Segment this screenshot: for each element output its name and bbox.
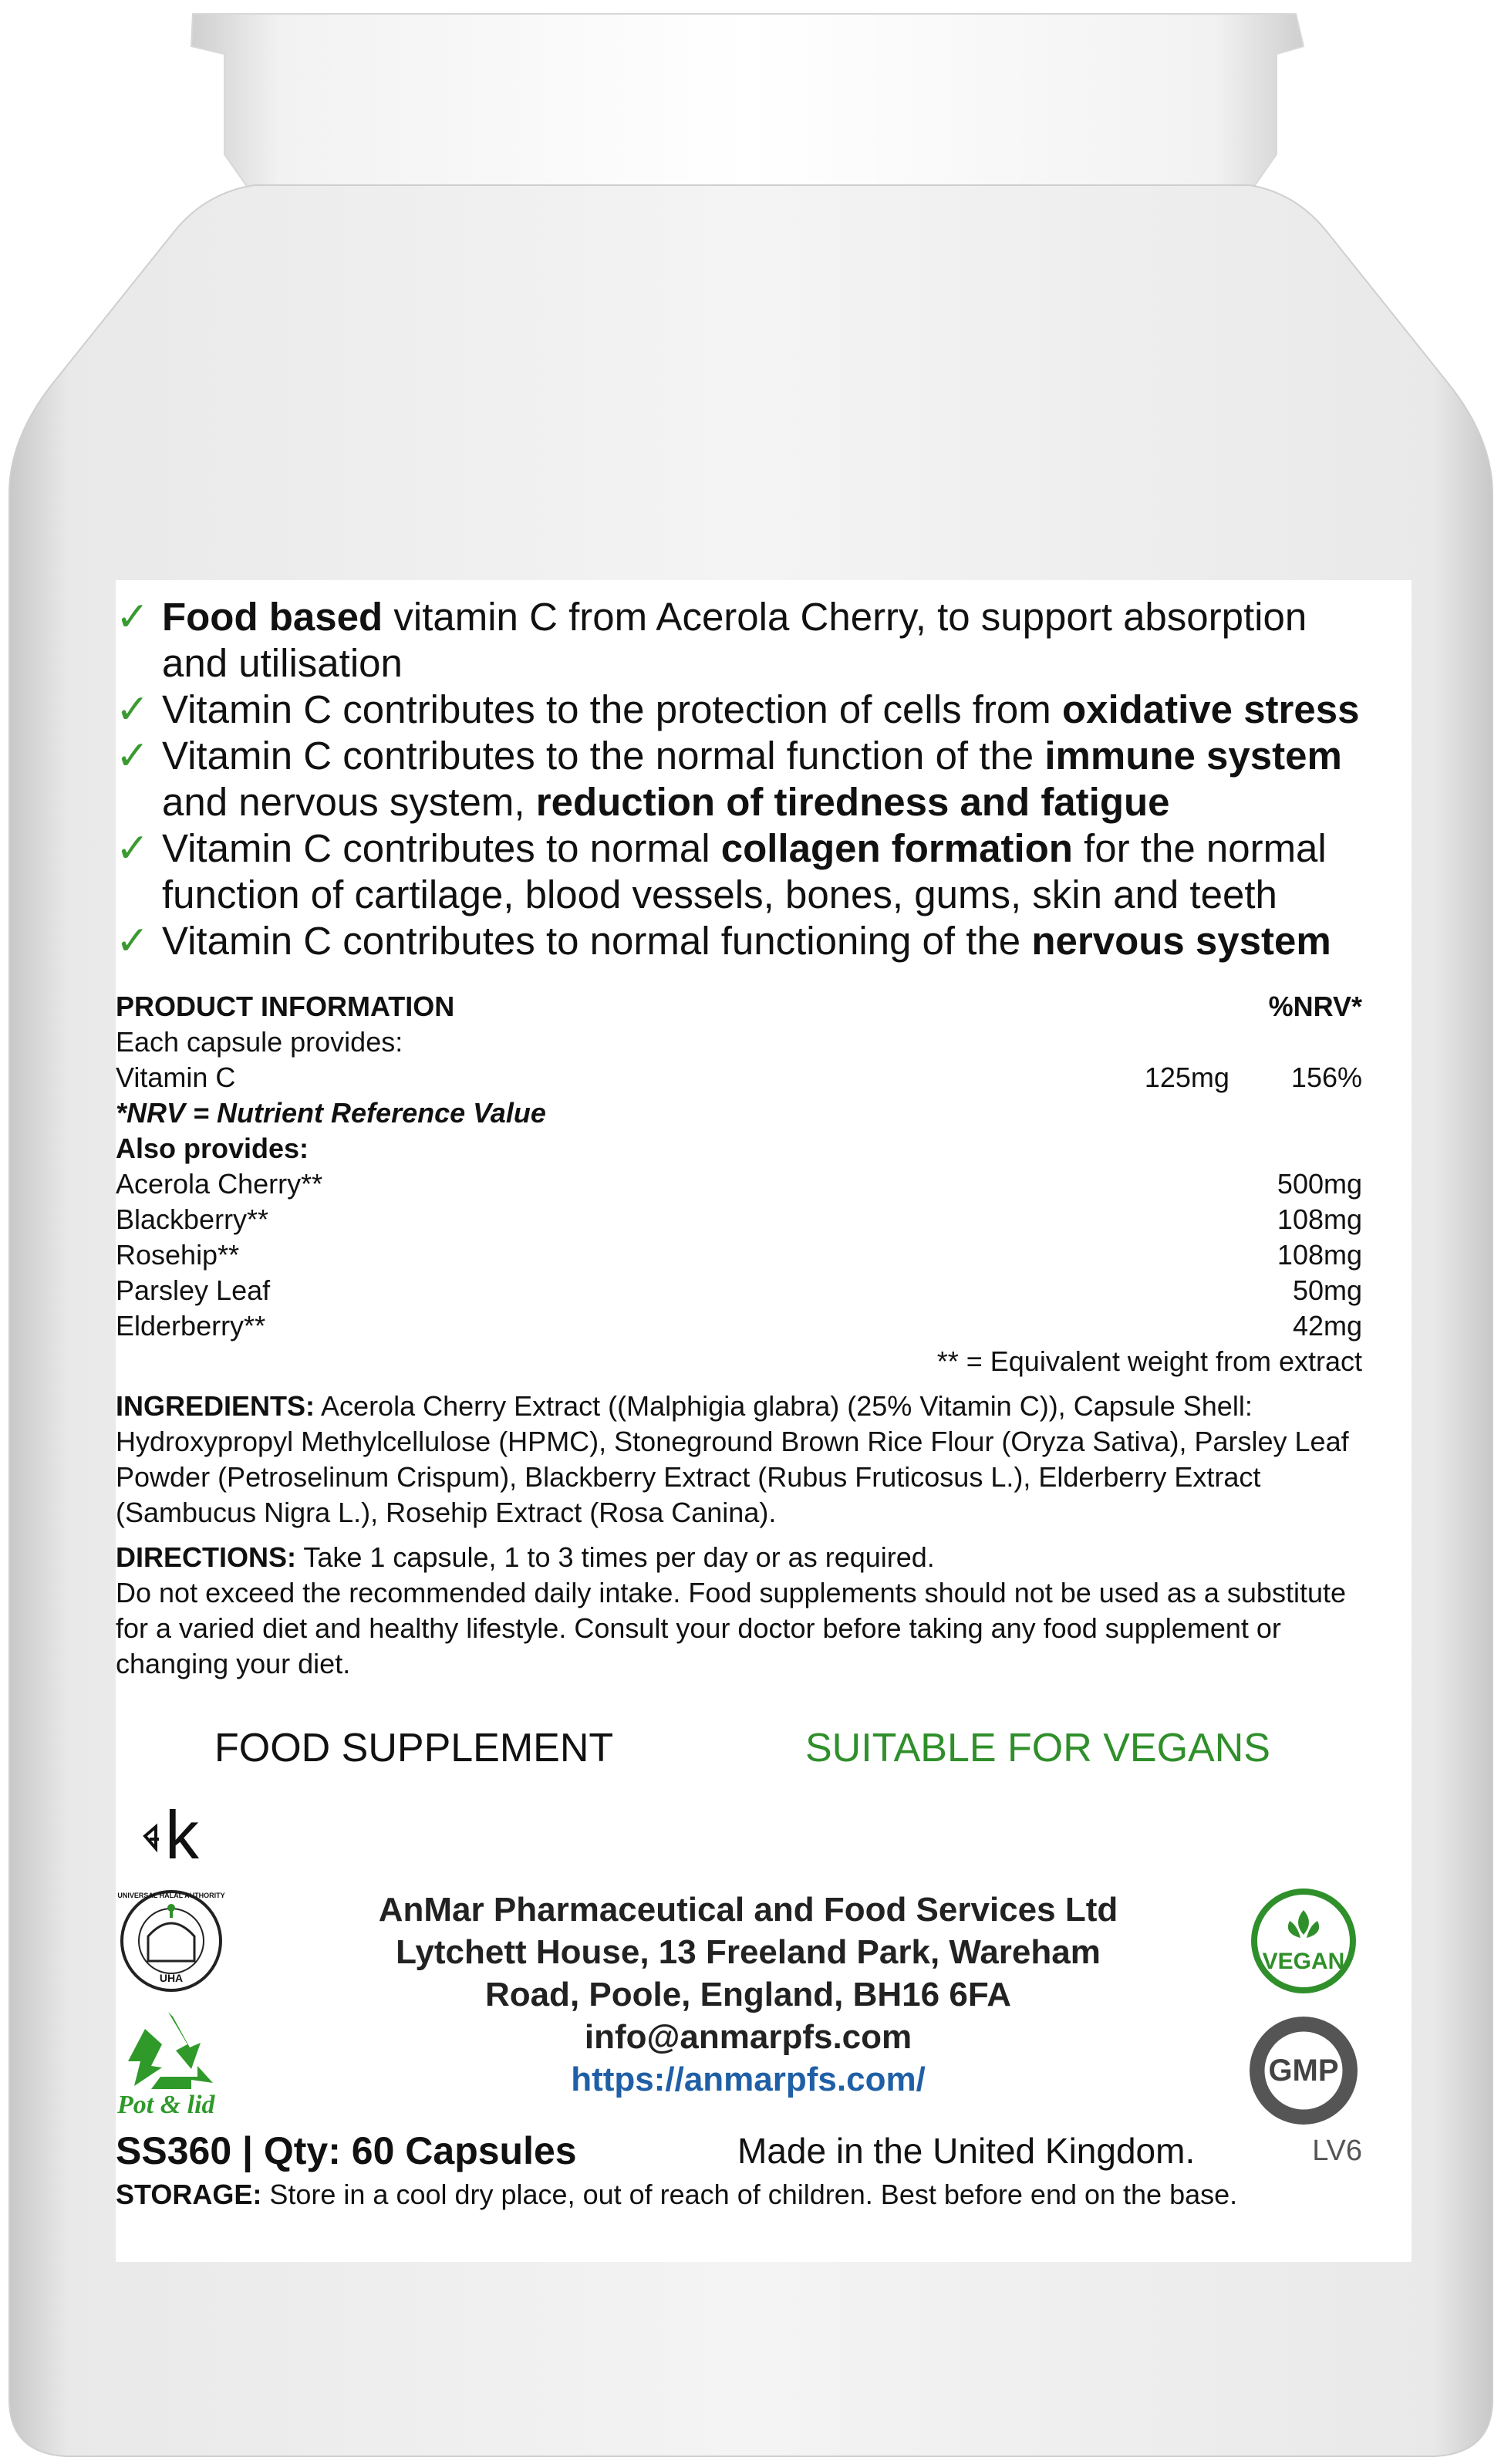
nrv-heading: %NRV* — [1268, 991, 1362, 1022]
extra-name: Parsley Leaf — [116, 1274, 271, 1306]
halal-text: UNIVERSAL HALAL AUTHORITY — [117, 1892, 225, 1899]
nrv-note: *NRV = Nutrient Reference Value — [116, 1097, 546, 1129]
benefit-item — [116, 918, 1381, 964]
food-supplement-text: FOOD SUPPLEMENT — [214, 1726, 614, 1770]
extra-name: Rosehip** — [116, 1239, 240, 1271]
extra-amount: 50mg — [1292, 1274, 1362, 1306]
benefit-text: Vitamin C contributes to the normal function of the — [162, 734, 1045, 778]
ingredients-paragraph — [116, 1389, 1362, 1531]
extra-row — [116, 1273, 1362, 1308]
kosher-k-icon — [139, 1797, 208, 1875]
halal-abbr: UHA — [159, 1972, 184, 1984]
extra-name: Acerola Cherry** — [116, 1168, 323, 1200]
gmp-text: GMP — [1268, 2054, 1339, 2088]
vegan-badge — [1250, 1887, 1358, 1995]
company-address-line: Road, Poole, England, BH16 6FA — [484, 1976, 1012, 2013]
equivalent-note: ** = Equivalent weight from extract — [936, 1345, 1362, 1377]
benefit-text: Vitamin C contributes to the protection of cells from — [162, 687, 1062, 731]
k-mark-text: k — [165, 1797, 199, 1873]
extra-amount: 108mg — [1277, 1203, 1362, 1235]
benefit-item — [116, 733, 1381, 825]
extra-amount: 42mg — [1292, 1310, 1362, 1342]
benefit-text: Vitamin C contributes to normal functioning of the — [162, 919, 1032, 963]
info-header-row — [116, 989, 1362, 1024]
directions-paragraph — [116, 1540, 1362, 1682]
benefit-item — [116, 687, 1381, 733]
benefit-bold: Food based — [162, 595, 383, 639]
product-info-heading: PRODUCT INFORMATION — [116, 991, 455, 1022]
benefit-item — [116, 594, 1381, 687]
vitamin-c-row — [116, 1060, 1362, 1095]
ingredients-text: Acerola Cherry Extract ((Malphigia glabra) (25% Vitamin C)), Capsule Shell: Hydroxypropyl Methylcellulose (HPMC), Stoneground Brown Rice Flour (Oryza Sativa), Parsley Leaf Powder (Petroselinum Crispum), Blackberry Extract (Rubus Fruticosus L.), Elderberry Extract (Sambucus Nigra L.), Rosehip Extract (Rosa Canina). — [116, 1390, 1349, 1528]
product-information — [116, 989, 1362, 1682]
benefit-bold: collagen formation — [720, 826, 1073, 870]
benefit-text: Vitamin C contributes to normal — [162, 826, 721, 870]
recycle-icon — [114, 2006, 230, 2121]
gmp-badge — [1246, 2013, 1361, 2128]
extra-row — [116, 1308, 1362, 1344]
check-icon: ✓ — [116, 595, 150, 640]
directions-label: DIRECTIONS: — [116, 1541, 296, 1573]
check-icon: ✓ — [116, 826, 150, 871]
company-address — [332, 1889, 1165, 2101]
ingredients-label: INGREDIENTS: — [116, 1390, 315, 1422]
vitamin-c-nrv: 156% — [1290, 1062, 1362, 1093]
benefit-text: vitamin C from Acerola Cherry, to support absorption and utilisation — [162, 595, 1307, 685]
extra-amount: 108mg — [1277, 1239, 1362, 1271]
product-code: SS360 | Qty: 60 Capsules — [116, 2129, 577, 2172]
benefit-text: for the normal function of cartilage, blood vessels, bones, gums, skin and teeth — [162, 826, 1327, 916]
company-url[interactable]: https://anmarpfs.com/ — [571, 2061, 926, 2098]
extra-row — [116, 1166, 1362, 1202]
benefit-item — [116, 825, 1381, 918]
benefit-bold: immune system — [1044, 734, 1342, 778]
halal-seal-icon — [117, 1887, 225, 1995]
storage-label: STORAGE: — [116, 2179, 262, 2210]
storage-text — [116, 2177, 1362, 2213]
suitable-vegans-text: SUITABLE FOR VEGANS — [805, 1726, 1270, 1770]
company-email[interactable]: info@anmarpfs.com — [584, 2018, 912, 2056]
version-code: LV6 — [1312, 2135, 1362, 2167]
benefit-bold: oxidative stress — [1061, 687, 1360, 731]
each-capsule-text: Each capsule provides: — [116, 1026, 403, 1058]
extra-row — [116, 1202, 1362, 1237]
extra-row — [116, 1237, 1362, 1273]
company-address-line: Lytchett House, 13 Freeland Park, Wareham — [396, 1933, 1101, 1971]
benefits-list — [116, 594, 1381, 964]
vitamin-c-amount: 125mg — [1144, 1062, 1229, 1093]
directions-warning: Do not exceed the recommended daily intake. Food supplements should not be used as a substitute for a varied diet and healthy lifestyle. Consult your doctor before taking any food supplement or changing your diet. — [116, 1577, 1346, 1679]
extra-name: Blackberry** — [116, 1203, 269, 1235]
benefit-text: and nervous system, — [162, 780, 536, 824]
check-icon: ✓ — [116, 919, 150, 964]
company-name: AnMar Pharmaceutical and Food Services Ltd — [378, 1891, 1118, 1929]
vegan-badge-text: VEGAN — [1262, 1949, 1345, 1974]
storage-detail: Store in a cool dry place, out of reach of children. Best before end on the base. — [261, 2179, 1238, 2210]
benefit-bold: nervous system — [1031, 919, 1331, 963]
made-in: Made in the United Kingdom. — [737, 2131, 1196, 2171]
also-provides-heading: Also provides: — [116, 1132, 309, 1164]
extra-name: Elderberry** — [116, 1310, 266, 1342]
recycle-caption: Pot & lid — [117, 2091, 215, 2119]
check-icon: ✓ — [116, 687, 150, 732]
directions-text: Take 1 capsule, 1 to 3 times per day or as required. — [296, 1541, 935, 1573]
benefit-bold: reduction of tiredness and fatigue — [535, 780, 1170, 824]
check-icon: ✓ — [116, 734, 150, 778]
extra-amount: 500mg — [1277, 1168, 1362, 1200]
vitamin-c-name: Vitamin C — [116, 1062, 236, 1093]
bottom-info-line — [116, 2128, 1362, 2174]
